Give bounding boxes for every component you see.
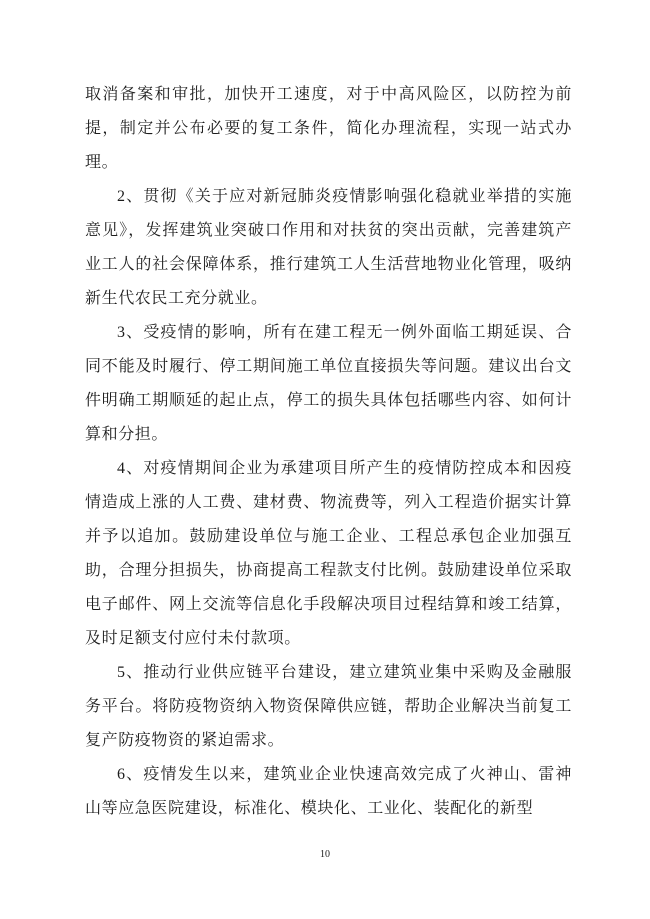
paragraph-item-4: 4、对疫情期间企业为承建项目所产生的疫情防控成本和因疫情造成上涨的人工费、建材费、物流费等，列入工程造价据实计算并予以追加。鼓励建设单位与施工企业、工程总承包企业加强互助，合理分担损失，协商提高工程款支付比例。鼓励建设单位采取电子邮件、网上交流等信息化手段解决项目过程结算和竣工结算，及时足额支付应付未付款项。 bbox=[85, 460, 572, 647]
page-number: 10 bbox=[320, 849, 330, 860]
paragraph-item-5: 5、推动行业供应链平台建设，建立建筑业集中采购及金融服务平台。将防疫物资纳入物资保障供应链，帮助企业解决当前复工复产防疫物资的紧迫需求。 bbox=[85, 664, 572, 749]
paragraph-continuation: 取消备案和审批，加快开工速度，对于中高风险区，以防控为前提，制定并公布必要的复工条件，简化办理流程，实现一站式办理。 bbox=[85, 86, 572, 171]
paragraph-item-3: 3、受疫情的影响，所有在建工程无一例外面临工期延误、合同不能及时履行、停工期间施工单位直接损失等问题。建议出台文件明确工期顺延的起止点，停工的损失具体包括哪些内容、如何计算和分担。 bbox=[85, 324, 572, 443]
paragraph-item-2: 2、贯彻《关于应对新冠肺炎疫情影响强化稳就业举措的实施意见》，发挥建筑业突破口作用和对扶贫的突出贡献，完善建筑产业工人的社会保障体系，推行建筑工人生活营地物业化管理，吸纳新生代农民工充分就业。 bbox=[85, 188, 572, 307]
paragraph-item-6: 6、疫情发生以来，建筑业企业快速高效完成了火神山、雷神山等应急医院建设，标准化、模块化、工业化、装配化的新型 bbox=[85, 766, 572, 817]
text-body bbox=[85, 78, 572, 826]
